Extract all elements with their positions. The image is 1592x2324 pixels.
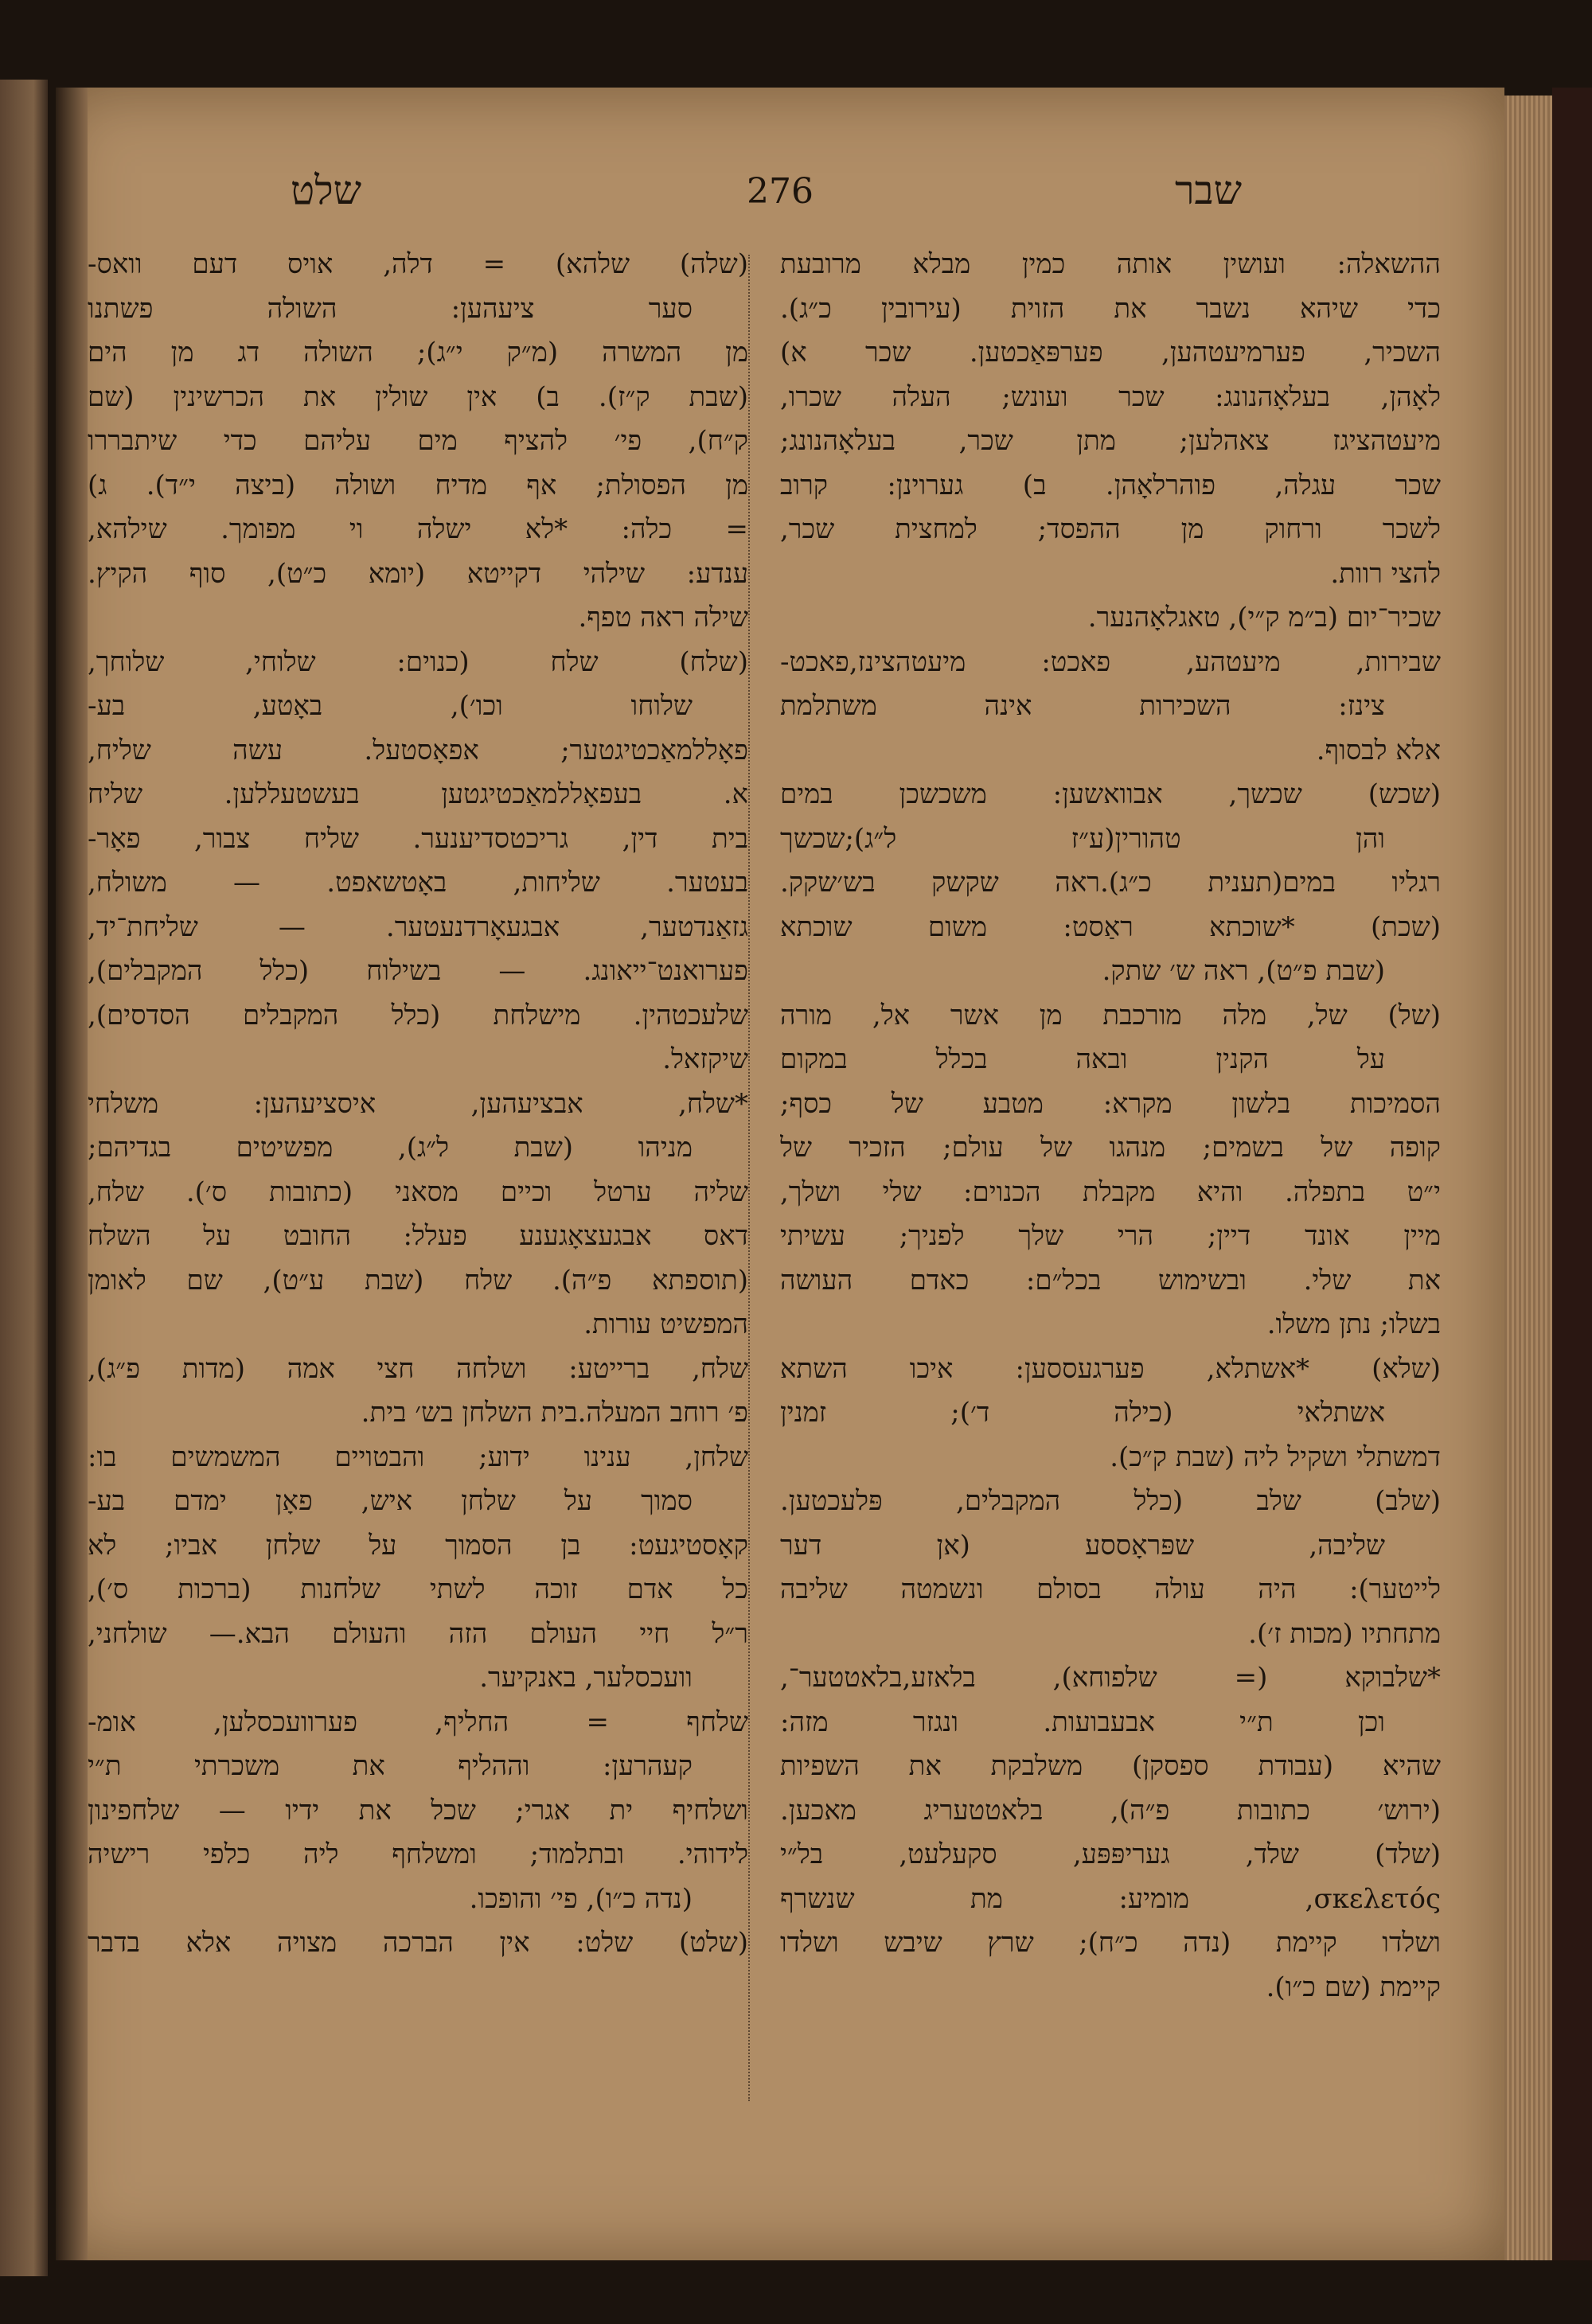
text-line: על הקנין ובאה בכלל במקום [780, 1043, 1385, 1075]
text-line: *שלבוקא (= שלפוחא), בלאזע,בלאטטער־, [780, 1662, 1441, 1694]
text-line: קופה של בשמים; מנהגו של עולם; הזכיר של [780, 1132, 1441, 1164]
text-line: שליה ערטל וכיים מסאני (כתובות ס׳). שלח, [88, 1176, 748, 1208]
text-line: (שבת ק״ז). ב) אין שולין את הכרשינין (שם [88, 380, 748, 413]
running-head-right: שבר [1174, 167, 1242, 213]
page-number: 276 [747, 171, 814, 212]
text-line: את שלי. ובשימוש בכל״ם: כאדם העושה [780, 1264, 1441, 1297]
text-line: גזאַנדטער, אבגעאָרדנעטער. — שליחת־יד, [88, 910, 748, 943]
text-line: שכר עגלה, פוהרלאָהן. ב) גערוינן: קרוב [780, 469, 1441, 501]
book-page [56, 88, 1504, 2260]
text-line: קיימת (שם כ״ו). [1266, 1971, 1441, 2003]
text-line: (נדה כ״ו), פי׳ והופכו. [469, 1882, 693, 1915]
text-line: (שלה) שלהא) = דלה, אויס דעם וואס- [88, 248, 748, 280]
text-line: (שלח) שלח (כנוים: שלוחי, שלוחך, [88, 645, 748, 678]
book-cover-edge [1552, 88, 1592, 2260]
text-line: (תוספתא פ״ה). שלח (שבת ע״ט), שם לאומן [88, 1264, 748, 1297]
text-line: ר״ל חיי העולם הזה והעולם הבא.— שולחני, [88, 1617, 748, 1650]
text-line: (שלד) שלד, געריפּפּע, סקעלעט, בל״י [780, 1839, 1441, 1870]
text-line: מתחתיו (מכות ז׳). [1248, 1617, 1441, 1650]
running-head-left: שלט [291, 167, 361, 213]
text-line: השכיר, פערמיעטהען, פערפּאַכטען. שכר א) [780, 337, 1441, 368]
text-line: שלוחו וכו׳), באָטע, בע- [88, 690, 693, 722]
text-line: שלח, ברייטע: ושלחה חצי אמה (מדות פ״ג), [88, 1352, 748, 1385]
text-line: בית דין, גריכטסדיענער. שליח צבור, פאָר- [88, 822, 748, 855]
text-line: שלחן, ענינו ידוע; והבטויים המשמשים בו: [88, 1441, 748, 1473]
text-line: (שבת פ״ט), ראה ש׳ שתק. [1102, 955, 1385, 987]
text-line: ק״ח), פי׳ להציף מים עליהם כדי שיתבררו [88, 425, 748, 457]
text-line: א. בעפאָללמאַכטיגטען בעשטעללען. שליח [88, 778, 748, 810]
text-line: והן טהורין(ע״ז ל״ג);שכשך [780, 822, 1385, 855]
page-block-edge [1504, 96, 1552, 2260]
text-line: (של) של, מלה מורכבת מן אשר אל, מורה [780, 999, 1441, 1031]
text-line: לאָהן, בעלאָהנונג: שכר ועונש; העלה שכרו, [780, 380, 1441, 413]
text-line: וכן ת״י אבעבועות. ונגזר מזה: [780, 1706, 1385, 1738]
text-line: = כלה: *לא ישלה וי מפומך. שילהא, [88, 513, 748, 545]
text-line: וועכסלער, באנקיער. [479, 1662, 693, 1694]
text-line: שליבה, שפּראָססע (אן דער [780, 1529, 1385, 1562]
column-divider [748, 255, 751, 2101]
text-line: סער ציעהען: השולה פשתנו [88, 292, 693, 325]
text-line: ושלחיף ית אגרי; שכל את ידיו — שלחפינון [88, 1794, 748, 1827]
text-line: ענדע: שילהי דקייטא (יומא כ״ט), סוף הקיץ. [88, 557, 748, 590]
text-line: מיין אונד דיין; הרי שלך לפניך; עשיתי [780, 1220, 1441, 1252]
text-line: σκελετός, מומיע: מת שנשרף [780, 1882, 1441, 1915]
text-line: כדי שיהא נשבר את הזוית (עירובין כ״ג). [780, 292, 1441, 325]
text-line: (שכש) שכשך, אבוואשען: משכשכן במים [780, 778, 1441, 810]
text-line: *שלח, אבציעהען, איסציעהען: משלחי [88, 1087, 748, 1120]
text-line: רגליו במים(תענית כ״ג).ראה שקשק בש׳שקק. [780, 867, 1441, 899]
text-line: דאס אבגעצאָגענע פעלל: החובט על השלח [88, 1220, 748, 1252]
text-line: שלחף = החליף, פערוועכסלען, אומ- [88, 1706, 748, 1738]
text-line: לשכר ורחוק מן ההפסד; למחצית שכר, [780, 513, 1441, 545]
text-line: קעהרען: וההליף את משכרתי ת״י [88, 1750, 693, 1782]
text-line: מיעטהציגז צאהלען; מתן שכר, בעלאָהנונג; [780, 425, 1441, 457]
text-line: הסמיכות בלשון מקרא: מטבע של כסף; [780, 1087, 1441, 1120]
text-line: לייטער): היה עולה בסולם ונשמטה שליבה [780, 1573, 1441, 1605]
text-line: בשלו; נתן משלו. [1266, 1308, 1441, 1340]
text-line: שכיר־יום (ב״מ ק״י), טאגלאָהנער. [1087, 602, 1441, 634]
text-line: ההשאלה: ועושין אותה כמין מבלא מרובעת [780, 248, 1441, 280]
left-column [88, 243, 748, 1966]
text-line: (שכת) *שוכתא ראַסט: משום שוכתא [780, 910, 1441, 943]
text-line: קאָסטיגעט: בן הסמוך על שלחן אביו; לא [88, 1529, 748, 1562]
page-gutter-shadow [56, 88, 88, 2260]
text-line: המפשיט עורות. [583, 1308, 748, 1340]
text-line: דמשתלי ושקיל ליה (שבת ק״כ). [1110, 1441, 1441, 1473]
text-line: מן הפסולת; אף מדיח ושולה (ביצה י״ד). ג) [88, 469, 748, 501]
text-line: פערואנט־ייאונג. — בשילוח (כלל המקבלים), [88, 955, 748, 987]
text-line: (שלב) שלב (כלל המקבלים, פּלעכטען. [780, 1485, 1441, 1517]
text-line: אשתלאי (כילה ד׳); זמנין [780, 1397, 1385, 1429]
text-line: לידוהי. ובתלמוד; ומשלחף ליה כלפי רישיה [88, 1839, 748, 1870]
text-line: אלא לבסוף. [1316, 734, 1441, 766]
text-line: (שלט) שלט: אין הברכה מצויה אלא בדבר [88, 1927, 748, 1959]
text-line: ושלדו קיימת (נדה כ״ח); שרץ שיבש ושלדו [780, 1927, 1441, 1959]
text-line: סמוך על שלחן איש, פאָן ימדם בע- [88, 1485, 693, 1517]
previous-page-edge [0, 80, 48, 2276]
text-line: שיקזאל. [662, 1043, 748, 1075]
text-line: שלעכטהין. מישלחת (כלל המקבלים הסדסים), [88, 999, 748, 1031]
text-line: בעטער. שליחות, באָטשאפט. — משולח, [88, 867, 748, 899]
text-line: כל אדם זוכה לשתי שלחנות (ברכות ס׳), [88, 1573, 748, 1605]
text-line: פאָללמאַכטיגטער; אפאָסטעל. עשה שליח, [88, 734, 748, 766]
text-line: (שלא) *אשתלא, פערגעססען: איכו השתא [780, 1352, 1441, 1385]
text-line: פ׳ רוחב המעלה.בית השלחן בש׳ בית. [361, 1397, 748, 1429]
text-line: (ירוש׳ כתובות פ״ה), בלאטטעריג מאכען. [780, 1794, 1441, 1827]
text-line: מניהו (שבת ל״ג), מפשיטים בגדיהם; [88, 1132, 693, 1164]
text-line: שילה ראה טפף. [578, 602, 748, 634]
text-line: י״ט בתפלה. והיא מקבלת הכנוים: שלי ושלך, [780, 1176, 1441, 1208]
text-line: שהיא (עבודת ספסקן) משלבקת את השפיות [780, 1750, 1441, 1782]
text-line: להצי רוות. [1330, 557, 1441, 590]
text-line: צינז: השכירות אינה משתלמת [780, 690, 1385, 722]
text-line: שבירות, מיעטהע, פאכט: מיעטהצינז,פאכט- [780, 645, 1441, 678]
text-line: מן המשרה (מ״ק י״ג); השולה דג מן הים [88, 337, 748, 368]
right-column [780, 243, 1441, 2010]
